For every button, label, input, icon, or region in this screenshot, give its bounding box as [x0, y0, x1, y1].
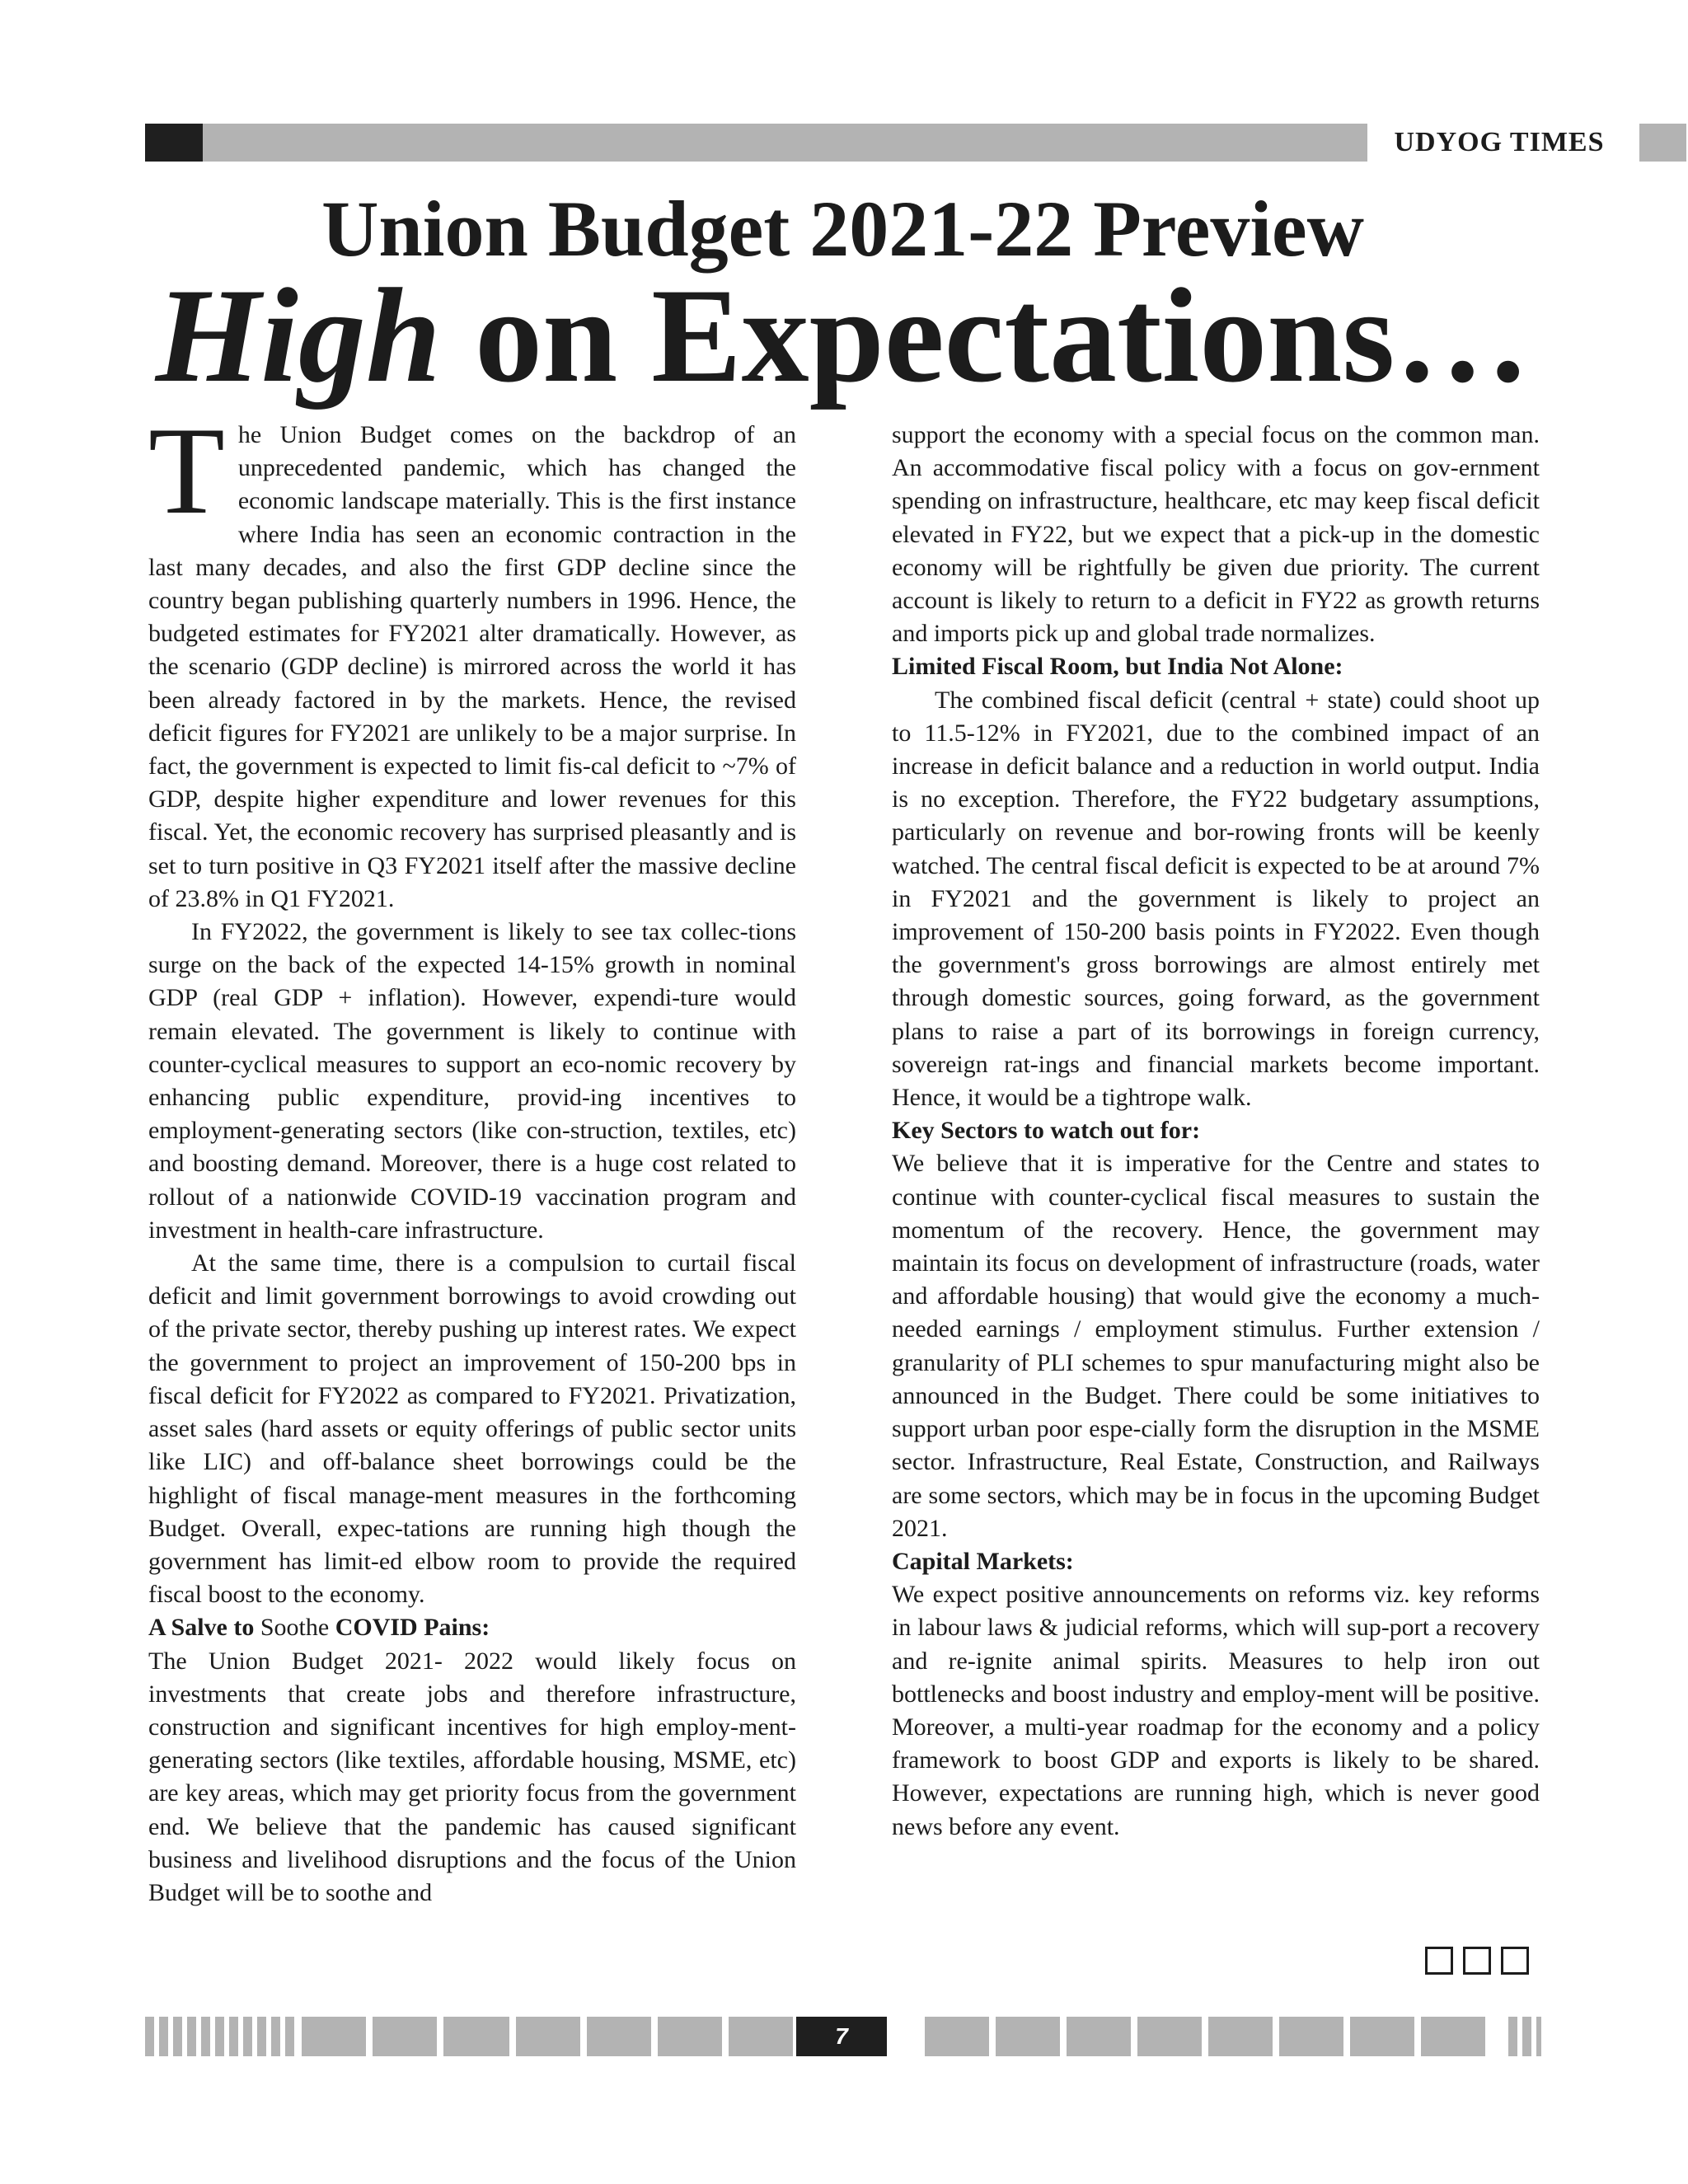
article-paragraph-7: We believe that it is imperative for the Centre and states to continue with counter-cyclical fiscal measures to sustain the momentum of the recovery. Hence, the government may maintain its focus on development of infrastructure (roads, water and affordable housing) that would give the economy a much-needed earnings / employment stimulus. Further extension / granularity of PLI schemes to spur manufacturing might also be announced in the Budget. There could be some initiatives to support urban poor espe-cially form the disruption in the MSME sector. Infrastructure, Real Estate, Construction, and Railways are some sectors, which may be in focus in the upcoming Budget 2021.	[892, 1150, 1540, 1542]
page-number: 7	[796, 2017, 887, 2056]
headline-line2	[145, 262, 1540, 410]
footer-block	[658, 2017, 722, 2056]
section-heading-markets: Capital Markets:	[892, 1547, 1074, 1575]
header-end-block	[1639, 124, 1686, 162]
article-paragraph-3: At the same time, there is a compulsion to curtail fiscal deficit and limit government borrowings to avoid crowding out of the private sector, thereby pushing up interest rates. We expect the government to project an improvement of 150-200 bps in fiscal deficit for FY2022 as compared to FY2021. Privatization, asset sales (hard assets or equity offerings of public sector units like LIC) and off-balance sheet borrowings could be the highlight of fiscal manage-ment measures in the forthcoming Budget. Overall, expec-tations are running high though the government has limit-ed elbow room to provide the required fiscal boost to the economy.	[148, 1249, 796, 1609]
article-paragraph-5: support the economy with a special focus on the common man. An accommodative fiscal policy with a focus on gov-ernment spending on infrastructure, healthcare, etc may keep fiscal deficit elevated in FY22, but we expect that a pick-up in the domestic economy will be rightfully be given due priority. The current account is likely to return to a deficit in FY22 as growth returns and imports pick up and global trade normalizes.	[892, 421, 1540, 648]
end-box-icon	[1501, 1947, 1529, 1975]
section-heading-fiscal: Limited Fiscal Room, but India Not Alone:	[892, 653, 1343, 681]
end-box-icon	[1425, 1947, 1453, 1975]
footer-stripes-left	[145, 2017, 297, 2056]
paragraph-text: he Union Budget comes on the backdrop of an unprecedented pandemic, which has changed the economic landscape materially. This is the first instance where India has seen an economic contraction in the last many decades, and also the first GDP decline since the country began publishing quarterly numbers in 1996. Hence, the budgeted estimates for FY2021 alter dramatically. However, as the scenario (GDP decline) is mirrored across the world it has been already factored in by the markets. Hence, the revised deficit figures for FY2021 are unlikely to be a major surprise. In fact, the government is expected to limit fis-cal deficit to ~7% of GDP, despite higher expenditure and lower revenues for this fiscal. Yet, the economic recovery has surprised pleasantly and is set to turn positive in Q3 FY2021 itself after the massive decline of 23.8% in Q1 FY2021.	[148, 421, 796, 912]
end-box-icon	[1463, 1947, 1491, 1975]
footer-block	[1279, 2017, 1343, 2056]
footer-block	[1208, 2017, 1273, 2056]
article-paragraph-1	[148, 401, 796, 916]
footer-blocks-left	[302, 2017, 793, 2056]
article-paragraph-2: In FY2022, the government is likely to see tax collec-tions surge on the back of the expected 14-15% growth in nominal GDP (real GDP + inflation). However, expendi-ture would remain elevated. The government is likely to continue with counter-cyclical measures to support an eco-nomic recovery by enhancing public expenditure, provid-ing incentives to employment-generating sectors (like con-struction, textiles, etc) and boosting demand. Moreover, there is a huge cost related to rollout of a nationwide COVID-19 vaccination program and investment in health-care infrastructure.	[148, 918, 796, 1244]
section-heading-sectors: Key Sectors to watch out for:	[892, 1117, 1201, 1145]
footer-stripes-right	[1508, 2017, 1541, 2056]
footer-block	[1421, 2017, 1485, 2056]
headline-emphasis: High	[155, 261, 442, 410]
footer-block	[302, 2017, 366, 2056]
footer-bar	[145, 2017, 1540, 2056]
drop-cap: T	[148, 401, 225, 540]
article-paragraph-8: We expect positive announcements on reforms viz. key reforms in labour laws & judicial reforms, which will sup-port a recovery and re-ignite animal spirits. Measures to help iron out bottlenecks and boost industry and employ-ment will be positive. Moreover, a multi-year roadmap for the economy and a policy framework to boost GDP and exports is likely to be shared. However, expectations are running high, which is never good news before any event.	[892, 1581, 1540, 1840]
footer-block	[1137, 2017, 1202, 2056]
publication-name: UDYOG TIMES	[1367, 124, 1631, 162]
article-paragraph-6: The combined fiscal deficit (central + state) could shoot up to 11.5-12% in FY2021, due to the combined impact of an increase in deficit balance and a reduction in world output. India is no exception. Therefore, the FY22 budgetary assumptions, particularly on revenue and bor-rowing fronts will be keenly watched. The central fiscal deficit is expected to be at around 7% in FY2021 and the government is likely to project an improvement of 150-200 basis points in FY2022. Even though the government's gross borrowings are almost entirely met through domestic sources, going forward, as the government plans to raise a part of its borrowings in foreign currency, sovereign rat-ings and financial markets become important. Hence, it would be a tightrope walk.	[892, 686, 1540, 1112]
heading-part-bold: A Salve to	[148, 1614, 255, 1642]
end-marker-boxes	[1425, 1947, 1540, 1976]
footer-block	[925, 2017, 989, 2056]
footer-block	[373, 2017, 437, 2056]
article-column-right	[892, 419, 1540, 1844]
header-bar	[145, 124, 1605, 162]
footer-block	[443, 2017, 509, 2056]
footer-blocks-right	[925, 2017, 1485, 2056]
headline-line1: Union Budget 2021-22 Preview	[321, 185, 1364, 273]
footer-block	[1350, 2017, 1414, 2056]
footer-block	[1067, 2017, 1131, 2056]
footer-block	[729, 2017, 793, 2056]
footer-block	[587, 2017, 651, 2056]
article-paragraph-4: The Union Budget 2021- 2022 would likely focus on investments that create jobs and therefore infrastructure, construction and significant incentives for high employ-ment-generating sectors (like textiles, affordable housing, MSME, etc) are key areas, which may get priority focus from the government end. We believe that the pandemic has caused significant business and livelihood disruptions and the focus of the Union Budget will be to soothe and	[148, 1647, 796, 1906]
article-column-left	[148, 401, 796, 1910]
header-black-block	[145, 124, 203, 162]
section-heading-salve	[148, 1611, 796, 1644]
headline-rest: on Expectations…	[441, 261, 1531, 410]
header-gray-rule	[203, 124, 1367, 162]
heading-part-bold: COVID Pains:	[335, 1614, 490, 1642]
heading-part-regular: Soothe	[254, 1614, 335, 1642]
footer-block	[516, 2017, 580, 2056]
footer-block	[996, 2017, 1060, 2056]
